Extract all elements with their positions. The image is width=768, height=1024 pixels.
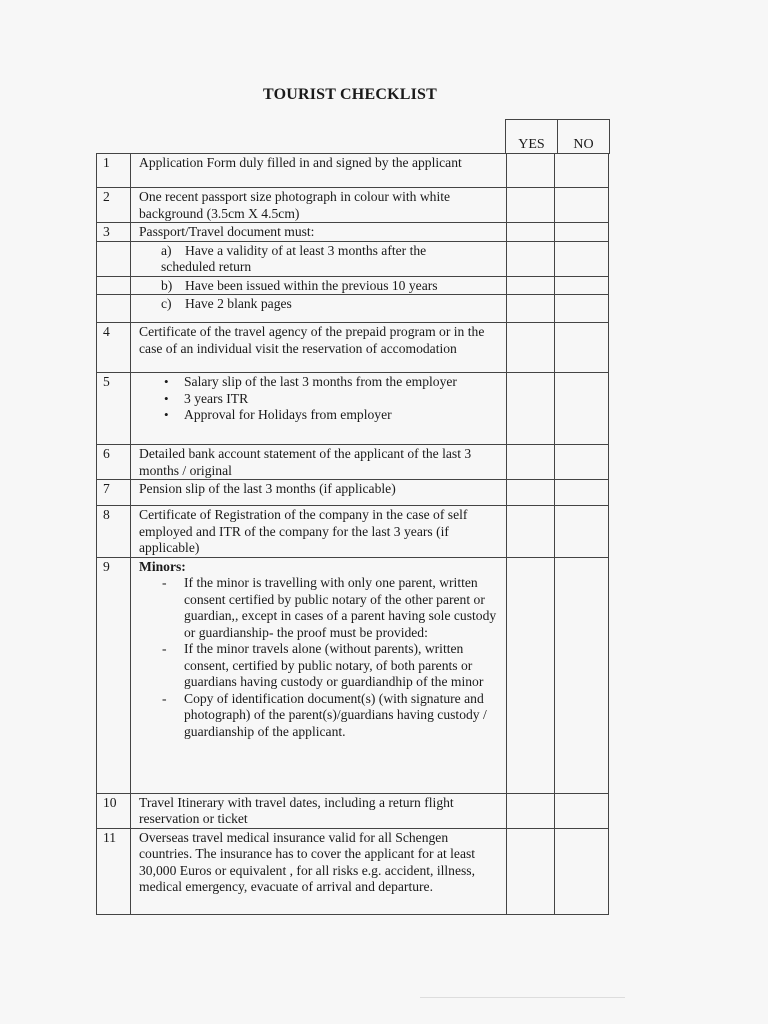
item-number: 8: [97, 506, 131, 558]
minors-heading: Minors:: [139, 558, 186, 574]
yes-checkbox-cell[interactable]: [507, 154, 555, 188]
sub-item: [131, 276, 507, 295]
table-row: [97, 445, 609, 480]
table-row: [97, 323, 609, 373]
checklist-table: [96, 153, 609, 915]
item-description: Certificate of Registration of the company in the case of self employed and ITR of the company for the last 3 years (if applicable): [131, 506, 507, 558]
no-checkbox-cell[interactable]: [555, 445, 609, 480]
item-number: 11: [97, 828, 131, 914]
item-description: Detailed bank account statement of the applicant of the last 3 months / original: [131, 445, 507, 480]
table-row: [97, 276, 609, 295]
item-number: 5: [97, 373, 131, 445]
list-item: • 3 years ITR: [184, 391, 500, 408]
scan-artifact-line: [420, 997, 625, 998]
yes-checkbox-cell[interactable]: [507, 445, 555, 480]
list-item: • Approval for Holidays from employer: [184, 407, 500, 424]
sub-item-label: c): [161, 296, 172, 311]
yes-checkbox-cell[interactable]: [507, 373, 555, 445]
no-checkbox-cell[interactable]: [555, 373, 609, 445]
dash-list: [139, 575, 500, 740]
no-column-header: NO: [557, 120, 609, 154]
no-checkbox-cell[interactable]: [555, 480, 609, 506]
item-number: 3: [97, 223, 131, 242]
sub-item: [131, 241, 507, 276]
yes-checkbox-cell[interactable]: [507, 793, 555, 828]
table-row: [97, 557, 609, 793]
yes-checkbox-cell[interactable]: [507, 241, 555, 276]
sub-item-text: Have 2 blank pages: [185, 296, 292, 311]
page-title: TOURIST CHECKLIST: [263, 86, 437, 103]
list-item: - Copy of identification document(s) (with signature and photograph) of the parent(s)/guardians having custody / guardianship of the applicant.: [184, 691, 500, 741]
item-description: Application Form duly filled in and signed by the applicant: [131, 154, 507, 188]
table-row: [97, 480, 609, 506]
no-checkbox-cell[interactable]: [555, 295, 609, 323]
list-item: - If the minor is travelling with only one parent, written consent certified by public notary of the other parent or guardian,, except in cases of a parent having sole custody or guardianship- the proof must be provided:: [184, 575, 500, 641]
table-row: [97, 295, 609, 323]
table-row: [97, 241, 609, 276]
list-item: - If the minor travels alone (without parents), written consent, certified by public notary, of both parents or guardians having custody or guardiandhip of the minor: [184, 641, 500, 691]
table-row: [97, 506, 609, 558]
item-number: 7: [97, 480, 131, 506]
item-number: 2: [97, 188, 131, 223]
yes-checkbox-cell[interactable]: [507, 276, 555, 295]
item-description: Overseas travel medical insurance valid for all Schengen countries. The insurance has to cover the applicant for at least 30,000 Euros or equivalent , for all risks e.g. accident, illness, medical emergency, evacuate of arrival and departure.: [131, 828, 507, 914]
sub-item-continuation: scheduled return: [161, 259, 252, 274]
no-checkbox-cell[interactable]: [555, 828, 609, 914]
yes-checkbox-cell[interactable]: [507, 295, 555, 323]
item-number: 4: [97, 323, 131, 373]
sub-item-text: Have been issued within the previous 10 years: [185, 277, 438, 293]
yes-checkbox-cell[interactable]: [507, 557, 555, 793]
no-checkbox-cell[interactable]: [555, 323, 609, 373]
table-row: [97, 223, 609, 242]
list-item: • Salary slip of the last 3 months from the employer: [184, 374, 500, 391]
item-number: 10: [97, 793, 131, 828]
no-checkbox-cell[interactable]: [555, 557, 609, 793]
yes-checkbox-cell[interactable]: [507, 480, 555, 506]
item-description: Pension slip of the last 3 months (if applicable): [131, 480, 507, 506]
bullet-list: [139, 374, 500, 424]
item-number: 6: [97, 445, 131, 480]
item-description: One recent passport size photograph in colour with white background (3.5cm X 4.5cm): [131, 188, 507, 223]
yes-checkbox-cell[interactable]: [507, 506, 555, 558]
table-row: [97, 154, 609, 188]
yes-no-header: [505, 119, 610, 154]
table-row: [97, 188, 609, 223]
sub-item-label: a): [161, 242, 172, 258]
item-number: 9: [97, 557, 131, 793]
no-checkbox-cell[interactable]: [555, 793, 609, 828]
item-description: Travel Itinerary with travel dates, including a return flight reservation or ticket: [131, 793, 507, 828]
no-checkbox-cell[interactable]: [555, 506, 609, 558]
yes-checkbox-cell[interactable]: [507, 188, 555, 223]
item-description: Certificate of the travel agency of the prepaid program or in the case of an individual visit the reservation of accomodation: [131, 323, 507, 373]
table-row: [97, 793, 609, 828]
item-description: Passport/Travel document must:: [131, 223, 507, 242]
no-checkbox-cell[interactable]: [555, 276, 609, 295]
yes-column-header: YES: [518, 137, 545, 152]
table-row: [97, 828, 609, 914]
sub-item-text: Have a validity of at least 3 months after the: [185, 242, 427, 258]
no-checkbox-cell[interactable]: [555, 241, 609, 276]
table-row: [97, 373, 609, 445]
no-checkbox-cell[interactable]: [555, 188, 609, 223]
yes-checkbox-cell[interactable]: [507, 323, 555, 373]
no-checkbox-cell[interactable]: [555, 223, 609, 242]
sub-item: [131, 295, 507, 323]
yes-checkbox-cell[interactable]: [507, 223, 555, 242]
sub-item-label: b): [161, 277, 173, 293]
no-checkbox-cell[interactable]: [555, 154, 609, 188]
yes-checkbox-cell[interactable]: [507, 828, 555, 914]
item-number: 1: [97, 154, 131, 188]
